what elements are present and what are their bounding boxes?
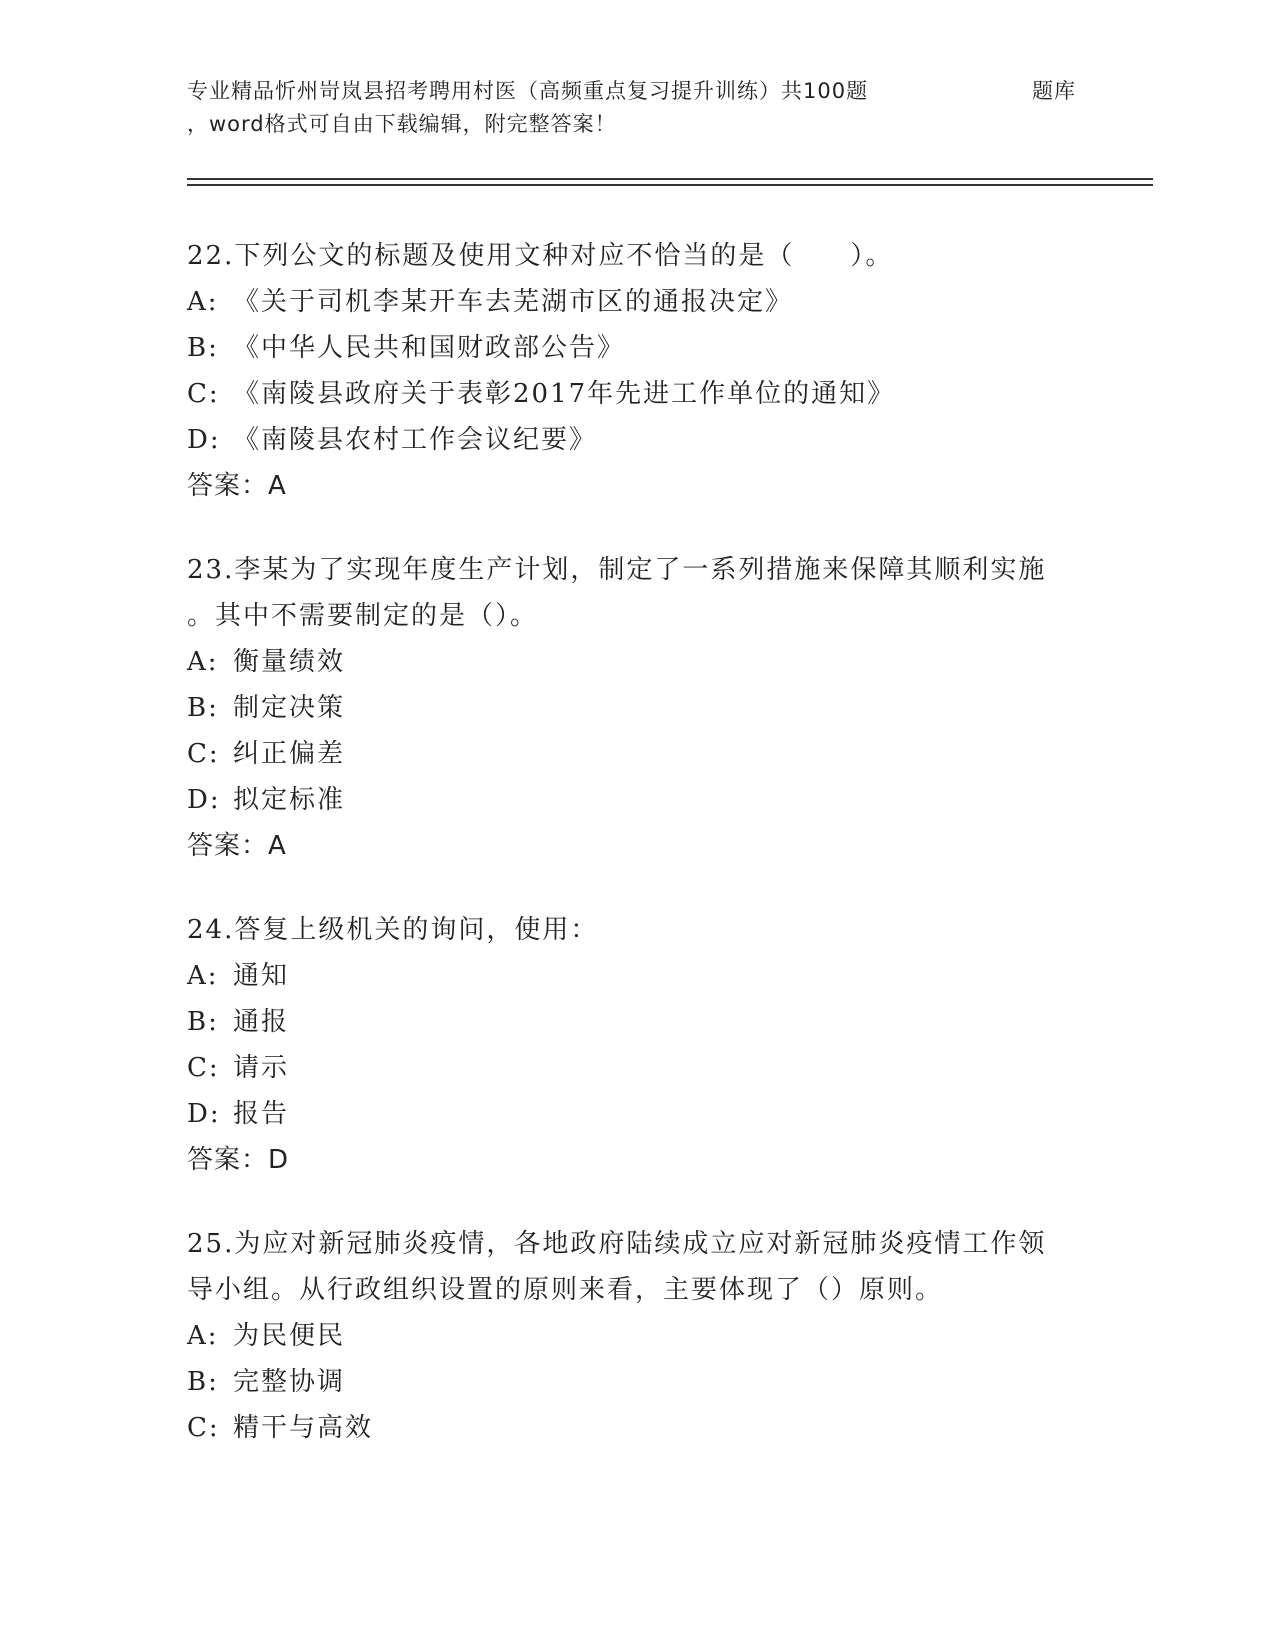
option-letter: B: xyxy=(187,693,219,723)
option-letter: C: xyxy=(187,1053,220,1083)
option-text: 拟定标准 xyxy=(233,785,346,815)
question-stem-cont: 导小组。从行政组织设置的原则来看，主要体现了（）原则。 xyxy=(187,1275,944,1305)
option-text: 《中华人民共和国财政部公告》 xyxy=(233,333,626,363)
header-line xyxy=(187,74,1107,108)
option-letter: A: xyxy=(187,287,219,317)
option-text: 通报 xyxy=(233,1007,290,1037)
option-text: 报告 xyxy=(233,1099,290,1129)
header-subtitle: ，word格式可自由下载编辑，附完整答案！ xyxy=(187,112,617,136)
option-a xyxy=(187,953,1087,999)
option-b xyxy=(187,685,1087,731)
option-c xyxy=(187,371,1087,417)
question-stem: 22.下列公文的标题及使用文种对应不恰当的是（ ）。 xyxy=(187,241,894,271)
header-rule-bottom xyxy=(187,184,1153,186)
option-letter: C: xyxy=(187,1413,220,1443)
header-rule-top xyxy=(187,178,1153,180)
option-text: 《南陵县政府关于表彰2017年先进工作单位的通知》 xyxy=(233,379,896,409)
option-text: 衡量绩效 xyxy=(233,647,346,677)
question-23 xyxy=(187,547,1087,869)
question-25 xyxy=(187,1221,1087,1451)
option-letter: B: xyxy=(187,333,219,363)
option-d xyxy=(187,1091,1087,1137)
option-a xyxy=(187,639,1087,685)
option-text: 纠正偏差 xyxy=(233,739,346,769)
option-text: 通知 xyxy=(233,961,290,991)
option-a xyxy=(187,1313,1087,1359)
option-c xyxy=(187,1405,1087,1451)
option-b xyxy=(187,999,1087,1045)
option-text: 为民便民 xyxy=(233,1321,346,1351)
answer: 答案：A xyxy=(187,831,287,861)
option-letter: C: xyxy=(187,739,220,769)
header-title: 专业精品忻州岢岚县招考聘用村医（高频重点复习提升训练）共100题 xyxy=(187,79,869,103)
option-text: 制定决策 xyxy=(233,693,346,723)
option-letter: B: xyxy=(187,1367,219,1397)
option-letter: A: xyxy=(187,1321,219,1351)
question-22 xyxy=(187,233,1087,509)
option-b xyxy=(187,325,1087,371)
question-stem: 24.答复上级机关的询问，使用： xyxy=(187,915,599,945)
header-tag: 题库 xyxy=(1032,79,1076,103)
option-letter: C: xyxy=(187,379,220,409)
page-header xyxy=(187,74,1107,140)
option-letter: A: xyxy=(187,647,219,677)
option-letter: D: xyxy=(187,425,221,455)
answer: 答案：A xyxy=(187,471,287,501)
option-d xyxy=(187,777,1087,823)
option-letter: A: xyxy=(187,961,219,991)
option-letter: B: xyxy=(187,1007,219,1037)
option-b xyxy=(187,1359,1087,1405)
question-stem: 23.李某为了实现年度生产计划，制定了一系列措施来保障其顺利实施 xyxy=(187,555,1047,585)
question-24 xyxy=(187,907,1087,1183)
question-stem-cont: 。其中不需要制定的是（）。 xyxy=(187,601,539,631)
option-letter: D: xyxy=(187,785,221,815)
option-text: 请示 xyxy=(233,1053,290,1083)
option-text: 《关于司机李某开车去芜湖市区的通报决定》 xyxy=(233,287,794,317)
option-a xyxy=(187,279,1087,325)
question-stem: 25.为应对新冠肺炎疫情，各地政府陆续成立应对新冠肺炎疫情工作领 xyxy=(187,1229,1047,1259)
option-c xyxy=(187,731,1087,777)
option-text: 完整协调 xyxy=(233,1367,346,1397)
option-c xyxy=(187,1045,1087,1091)
question-list xyxy=(187,233,1087,1489)
option-text: 精干与高效 xyxy=(233,1413,374,1443)
answer: 答案：D xyxy=(187,1145,290,1175)
option-text: 《南陵县农村工作会议纪要》 xyxy=(233,425,598,455)
option-d xyxy=(187,417,1087,463)
option-letter: D: xyxy=(187,1099,221,1129)
